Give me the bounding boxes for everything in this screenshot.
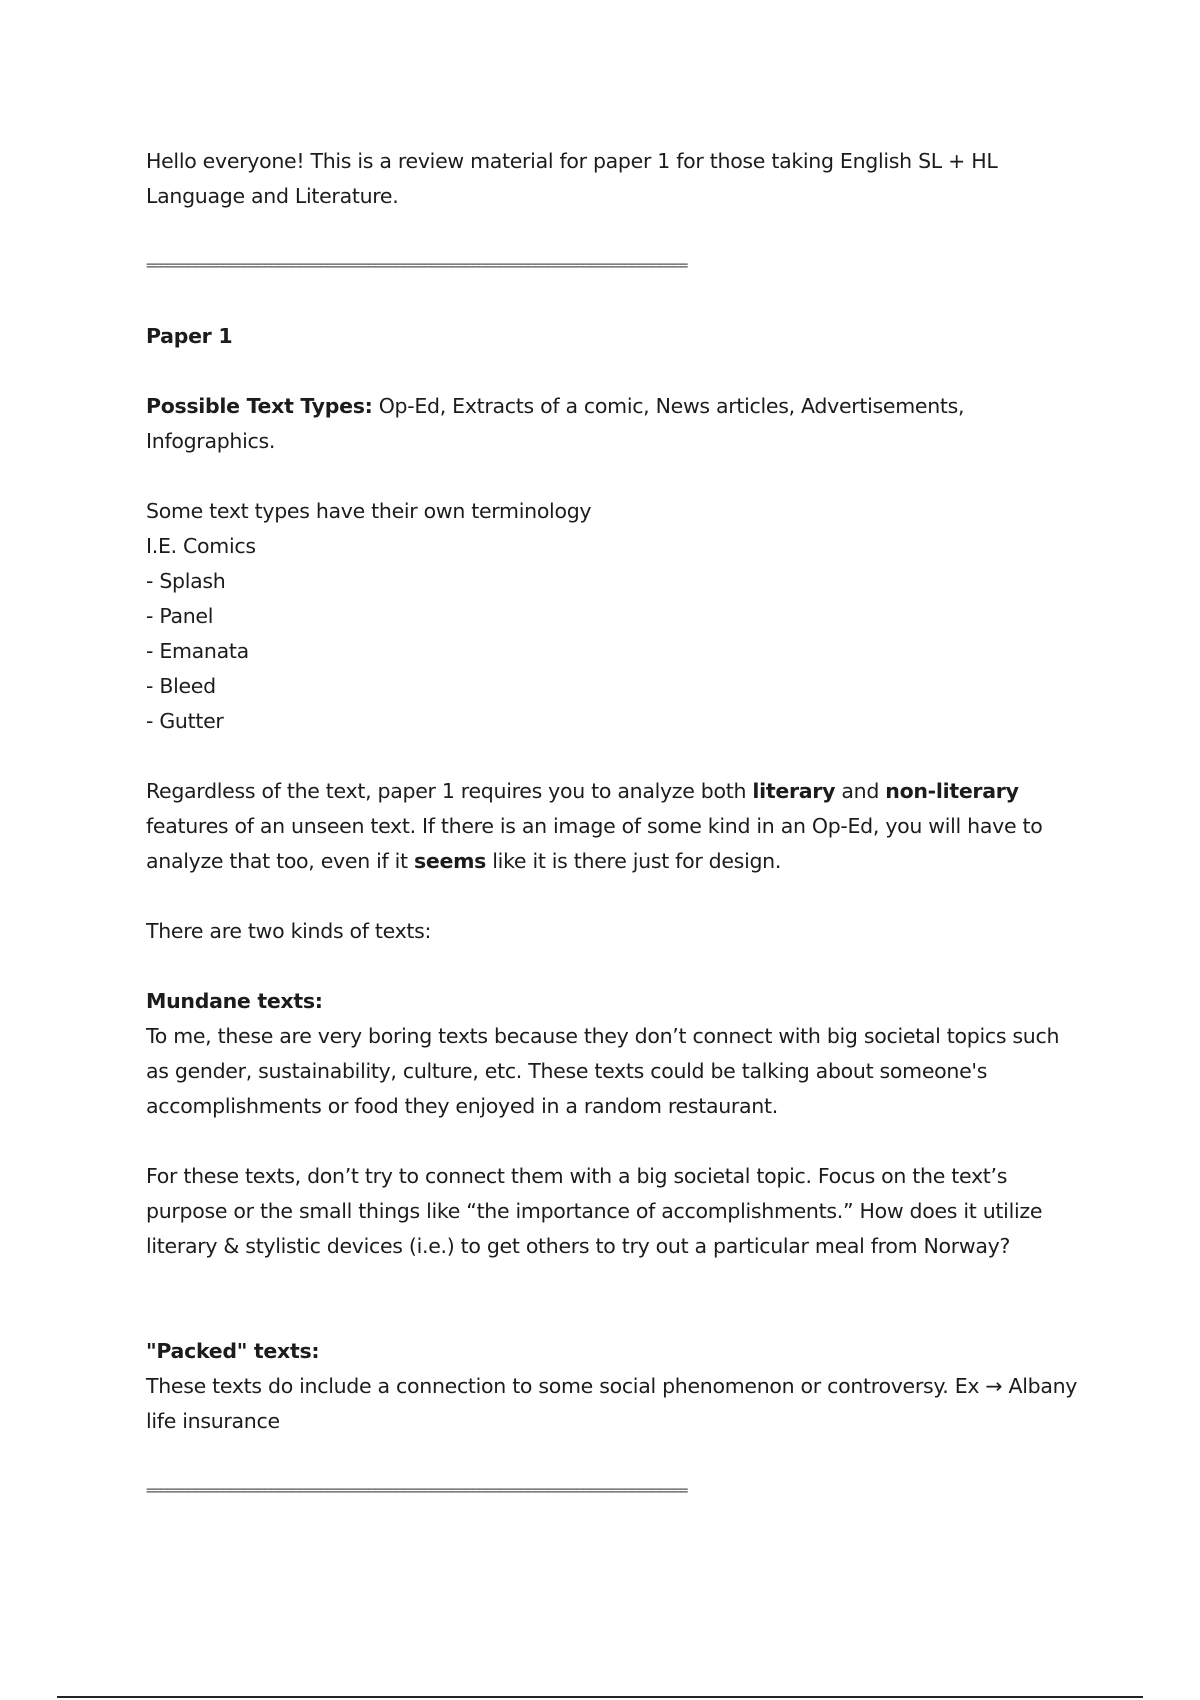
analysis-text: features of an unseen text. If there is an image of some kind in an Op-Ed, you will have to analyze that too, even if it bbox=[146, 814, 1043, 873]
footer-rule bbox=[57, 1696, 1143, 1698]
packed-heading bbox=[146, 1334, 1086, 1369]
analysis-bold-literary: literary bbox=[752, 779, 836, 803]
text-types-value: Op-Ed, Extracts of a comic, News articles, Advertisements, Infographics. bbox=[146, 394, 965, 453]
analysis-text: like it is there just for design. bbox=[486, 849, 782, 873]
text-types-line bbox=[146, 389, 1086, 459]
list-item: - Gutter bbox=[146, 709, 224, 733]
packed-paragraph: These texts do include a connection to some social phenomenon or controversy. Ex → Albany life insurance bbox=[146, 1374, 1078, 1433]
analysis-text: Regardless of the text, paper 1 requires you to analyze both bbox=[146, 779, 753, 803]
analysis-bold-non-literary: non-literary bbox=[885, 779, 1019, 803]
mundane-heading-text: Mundane texts: bbox=[146, 989, 323, 1013]
mundane-paragraph-1: To me, these are very boring texts because they don’t connect with big societal topics such as gender, sustainability, culture, etc. These texts could be talking about someone's accomplishments or food they enjoyed in a random restaurant. bbox=[146, 1024, 1060, 1118]
mundane-heading bbox=[146, 984, 1086, 1019]
section-title bbox=[146, 319, 1086, 354]
analysis-bold-seems: seems bbox=[413, 849, 487, 873]
section-title-text: Paper 1 bbox=[146, 324, 233, 348]
kinds-intro: There are two kinds of texts: bbox=[146, 919, 432, 943]
list-item: - Bleed bbox=[146, 674, 216, 698]
terminology-intro: Some text types have their own terminology bbox=[146, 499, 592, 523]
divider-top: ============================================================================== bbox=[146, 258, 687, 274]
list-item: - Splash bbox=[146, 569, 226, 593]
analysis-paragraph bbox=[146, 774, 1086, 879]
text-types-label: Possible Text Types: bbox=[146, 394, 373, 418]
divider-bottom: ============================================================================== bbox=[146, 1483, 687, 1499]
document-body bbox=[146, 144, 1086, 1509]
intro-paragraph: Hello everyone! This is a review material for paper 1 for those taking English SL + HL Language and Literature. bbox=[146, 149, 998, 208]
list-item: - Emanata bbox=[146, 639, 249, 663]
terminology-example: I.E. Comics bbox=[146, 534, 256, 558]
terminology-block bbox=[146, 494, 1086, 739]
list-item: - Panel bbox=[146, 604, 214, 628]
analysis-text: and bbox=[835, 779, 886, 803]
packed-heading-text: "Packed" texts: bbox=[146, 1339, 320, 1363]
mundane-paragraph-2: For these texts, don’t try to connect them with a big societal topic. Focus on the text’s purpose or the small things like “the importance of accomplishments.” How does it utilize literary & stylistic devices (i.e.) to get others to try out a particular meal from Norway? bbox=[146, 1164, 1043, 1258]
